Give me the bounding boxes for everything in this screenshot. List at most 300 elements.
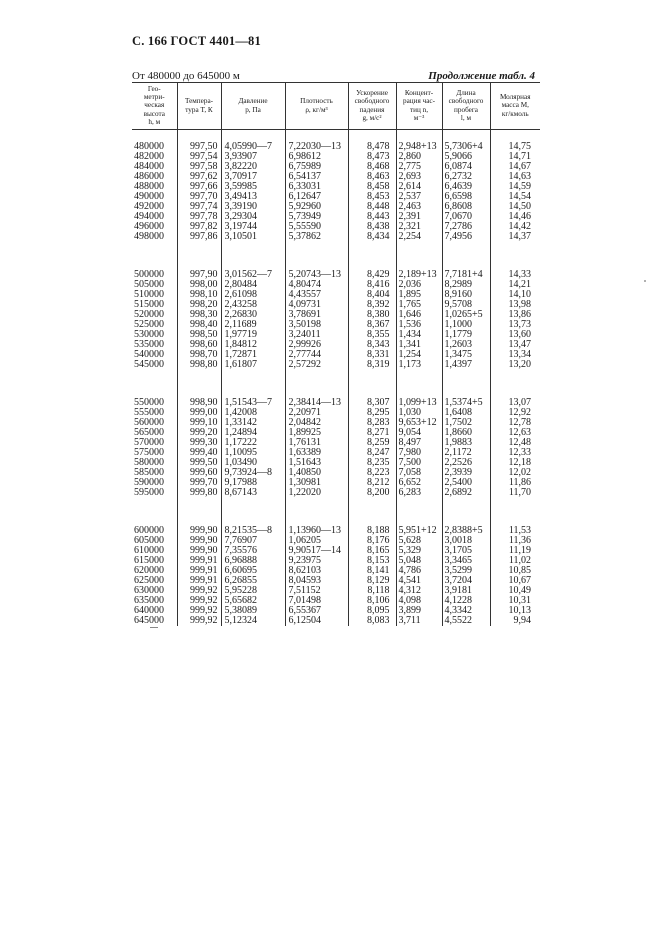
- table-row: [132, 232, 540, 242]
- col-pressure-cell: 8,21535—8: [221, 526, 285, 536]
- col-density-cell: 6,75989: [285, 162, 348, 172]
- col-molar-mass-cell: 13,73: [490, 320, 540, 330]
- col-molar-mass-cell: 10,85: [490, 566, 540, 576]
- spacer-cell: [132, 370, 177, 398]
- col-particle-concentration-cell: 3,899: [396, 606, 442, 616]
- spacer-cell: [396, 370, 442, 398]
- col-temperature-cell: 998,00: [177, 280, 221, 290]
- col-temperature-cell: 997,50: [177, 142, 221, 152]
- col-mean-free-path-cell: 9,5708: [442, 300, 490, 310]
- col-pressure-cell: 3,49413: [221, 192, 285, 202]
- col-molar-mass-cell: 14,59: [490, 182, 540, 192]
- spacer-cell: [221, 370, 285, 398]
- col-mean-free-path-cell: 1,6408: [442, 408, 490, 418]
- col-pressure-cell: 3,10501: [221, 232, 285, 242]
- col-gravity-cell: 8,443: [348, 212, 396, 222]
- col-particle-concentration-cell: 2,321: [396, 222, 442, 232]
- col-gravity-cell: 8,223: [348, 468, 396, 478]
- col-altitude-cell: 496000: [134, 221, 164, 233]
- col-pressure-cell: 3,70917: [221, 172, 285, 182]
- atmosphere-table: [132, 82, 540, 626]
- col-particle-concentration-cell: 1,173: [396, 360, 442, 370]
- col-density-cell: 1,89925: [285, 428, 348, 438]
- col-altitude-cell: 555000: [134, 407, 164, 419]
- col-gravity-cell: 8,319: [348, 360, 396, 370]
- col-altitude-cell: 482000: [134, 151, 164, 163]
- col-temperature-cell: 999,92: [177, 616, 221, 626]
- col-temperature-cell: 999,10: [177, 418, 221, 428]
- col-temperature-cell: 998,20: [177, 300, 221, 310]
- col-temperature-cell: 997,58: [177, 162, 221, 172]
- col-pressure-cell: 1,84812: [221, 340, 285, 350]
- col-mean-free-path-cell: 8,9160: [442, 290, 490, 300]
- spacer-cell: [221, 498, 285, 526]
- col-altitude-cell: 492000: [134, 201, 164, 213]
- atmosphere-table-container: [132, 82, 540, 626]
- col-density-cell: 1,40850: [285, 468, 348, 478]
- col-molar-mass-cell: 12,63: [490, 428, 540, 438]
- col-altitude-cell: 545000: [134, 359, 164, 371]
- col-particle-concentration-cell: 9,054: [396, 428, 442, 438]
- col-gravity-cell: 8,392: [348, 300, 396, 310]
- spacer-cell: [177, 242, 221, 270]
- col-altitude-cell: 565000: [134, 427, 164, 439]
- col-density-cell: 7,22030—13: [285, 142, 348, 152]
- col-molar-mass-cell: 14,54: [490, 192, 540, 202]
- col-gravity-cell: 8,271: [348, 428, 396, 438]
- col-mean-free-path-cell: 2,6892: [442, 488, 490, 498]
- col-particle-concentration-cell: 7,980: [396, 448, 442, 458]
- col-density-cell: 2,38414—13: [285, 398, 348, 408]
- col-particle-concentration-cell: 7,500: [396, 458, 442, 468]
- col-density-cell: 1,30981: [285, 478, 348, 488]
- col-mean-free-path-cell: 1,1779: [442, 330, 490, 340]
- spacer-cell: [490, 242, 540, 270]
- col-particle-concentration-cell: 2,036: [396, 280, 442, 290]
- col-particle-concentration-cell: 7,058: [396, 468, 442, 478]
- col-pressure-cell: 5,95228: [221, 586, 285, 596]
- col-molar-mass-cell: 11,02: [490, 556, 540, 566]
- col-pressure-cell: 3,93907: [221, 152, 285, 162]
- col-pressure-cell: 1,10095: [221, 448, 285, 458]
- col-temperature-cell: 998,40: [177, 320, 221, 330]
- col-molar-mass-cell: 14,50: [490, 202, 540, 212]
- col-pressure-cell: 3,01562—7: [221, 270, 285, 280]
- col-particle-concentration-cell: 1,895: [396, 290, 442, 300]
- spacer-cell: [348, 370, 396, 398]
- col-pressure-cell: 7,76907: [221, 536, 285, 546]
- col-mean-free-path-cell: 3,1705: [442, 546, 490, 556]
- table-header: [132, 83, 540, 130]
- col-altitude-cell: 488000: [134, 181, 164, 193]
- col-mean-free-path-cell: 3,7204: [442, 576, 490, 586]
- col-altitude-cell: 575000: [134, 447, 164, 459]
- col-particle-concentration-cell: 2,537: [396, 192, 442, 202]
- col-molar-mass-cell: 14,10: [490, 290, 540, 300]
- group-spacer: [132, 498, 540, 526]
- spacer-cell: [221, 242, 285, 270]
- col-temperature-cell: 999,91: [177, 556, 221, 566]
- col-density-cell: 3,50198: [285, 320, 348, 330]
- spacer-cell: [285, 498, 348, 526]
- col-molar-mass-cell: 13,98: [490, 300, 540, 310]
- col-mean-free-path-cell: 2,5400: [442, 478, 490, 488]
- spacer-cell: [132, 242, 177, 270]
- col-gravity-cell: 8,259: [348, 438, 396, 448]
- spacer-cell: [490, 498, 540, 526]
- group-spacer: [132, 370, 540, 398]
- col-gravity-cell: 8,176: [348, 536, 396, 546]
- col-molar-mass-cell: 10,67: [490, 576, 540, 586]
- col-altitude-cell: 620000: [134, 565, 164, 577]
- col-mean-free-path-cell: 1,8660: [442, 428, 490, 438]
- page-header: С. 166 ГОСТ 4401—81: [132, 34, 261, 48]
- col-molar-mass-cell: 14,33: [490, 270, 540, 280]
- col-mean-free-path-cell: 5,7306+4: [442, 142, 490, 152]
- col-density-cell: 1,13960—13: [285, 526, 348, 536]
- col-temperature-cell: 999,50: [177, 458, 221, 468]
- col-altitude-cell: 510000: [134, 289, 164, 301]
- col-molar-mass-cell: 14,46: [490, 212, 540, 222]
- col-density-cell: 6,12647: [285, 192, 348, 202]
- col-pressure-cell: 1,17222: [221, 438, 285, 448]
- col-molar-mass-cell: 12,02: [490, 468, 540, 478]
- col-temperature-cell: 999,90: [177, 526, 221, 536]
- col-gravity-cell: 8,083: [348, 616, 396, 626]
- col-temperature-cell: 998,90: [177, 398, 221, 408]
- table-continuation-label: Продолжение табл. 4: [428, 70, 535, 82]
- col-altitude-cell: 525000: [134, 319, 164, 331]
- col-particle-concentration-cell: 2,775: [396, 162, 442, 172]
- spacer-cell: [442, 242, 490, 270]
- col-pressure-cell: 2,43258: [221, 300, 285, 310]
- col-density-cell: 8,62103: [285, 566, 348, 576]
- col-altitude-cell: 580000: [134, 457, 164, 469]
- col-gravity-cell: 8,463: [348, 172, 396, 182]
- spacer-cell: [177, 498, 221, 526]
- col-particle-concentration-cell: 6,652: [396, 478, 442, 488]
- col-mean-free-path-cell: 8,2989: [442, 280, 490, 290]
- col-temperature-cell: 999,80: [177, 488, 221, 498]
- col-pressure-header: Давление p, Па: [221, 83, 285, 130]
- col-temperature-cell: 999,91: [177, 576, 221, 586]
- col-temperature-cell: 999,00: [177, 408, 221, 418]
- col-gravity-cell: 8,438: [348, 222, 396, 232]
- col-temperature-cell: 999,90: [177, 536, 221, 546]
- col-particle-concentration-cell: 8,497: [396, 438, 442, 448]
- col-gravity-cell: 8,283: [348, 418, 396, 428]
- col-temperature-cell: 999,92: [177, 586, 221, 596]
- col-particle-concentration-cell: 2,463: [396, 202, 442, 212]
- col-temperature-header: Темпера- тура T, К: [177, 83, 221, 130]
- col-pressure-cell: 1,97719: [221, 330, 285, 340]
- col-temperature-cell: 998,10: [177, 290, 221, 300]
- col-altitude-cell: 640000: [134, 605, 164, 617]
- col-mean-free-path-cell: 2,8388+5: [442, 526, 490, 536]
- col-gravity-cell: 8,404: [348, 290, 396, 300]
- col-molar-mass-cell: 10,31: [490, 596, 540, 606]
- col-mean-free-path-cell: 2,1172: [442, 448, 490, 458]
- col-mean-free-path-cell: 3,9181: [442, 586, 490, 596]
- col-mean-free-path-cell: 5,9066: [442, 152, 490, 162]
- col-gravity-cell: 8,453: [348, 192, 396, 202]
- col-pressure-cell: 1,42008: [221, 408, 285, 418]
- col-molar-mass-cell: 10,13: [490, 606, 540, 616]
- col-altitude-cell: 480000: [134, 141, 164, 153]
- col-molar-mass-cell: 12,33: [490, 448, 540, 458]
- col-gravity-cell: 8,307: [348, 398, 396, 408]
- col-pressure-cell: 3,39190: [221, 202, 285, 212]
- col-altitude-cell: 570000: [134, 437, 164, 449]
- col-temperature-cell: 997,70: [177, 192, 221, 202]
- col-temperature-cell: 997,78: [177, 212, 221, 222]
- col-particle-concentration-cell: 1,536: [396, 320, 442, 330]
- col-mean-free-path-cell: 7,4956: [442, 232, 490, 242]
- col-density-cell: 4,80474: [285, 280, 348, 290]
- col-altitude-cell: 625000: [134, 575, 164, 587]
- col-altitude-cell: 486000: [134, 171, 164, 183]
- col-molar-mass-cell: 10,49: [490, 586, 540, 596]
- col-altitude-cell: 490000: [134, 191, 164, 203]
- col-particle-concentration-cell: 1,254: [396, 350, 442, 360]
- col-molar-mass-cell: 14,21: [490, 280, 540, 290]
- col-pressure-cell: 4,05990—7: [221, 142, 285, 152]
- col-gravity-cell: 8,355: [348, 330, 396, 340]
- col-mean-free-path-cell: 2,2526: [442, 458, 490, 468]
- col-gravity-cell: 8,200: [348, 488, 396, 498]
- col-gravity-cell: 8,165: [348, 546, 396, 556]
- col-particle-concentration-cell: 5,951+12: [396, 526, 442, 536]
- col-altitude-cell: 645000: [134, 615, 164, 627]
- col-temperature-cell: 998,30: [177, 310, 221, 320]
- col-pressure-cell: 1,61807: [221, 360, 285, 370]
- col-gravity-cell: 8,129: [348, 576, 396, 586]
- col-pressure-cell: 3,59985: [221, 182, 285, 192]
- col-temperature-cell: 999,92: [177, 606, 221, 616]
- col-density-cell: 5,92960: [285, 202, 348, 212]
- col-density-header: Плотность ρ, кг/м³: [285, 83, 348, 130]
- col-mean-free-path-cell: 4,1228: [442, 596, 490, 606]
- col-molar-mass-cell: 9,94: [490, 616, 540, 626]
- col-pressure-cell: 6,96888: [221, 556, 285, 566]
- col-pressure-cell: 5,12324: [221, 616, 285, 626]
- col-pressure-cell: 1,33142: [221, 418, 285, 428]
- col-pressure-cell: 5,65682: [221, 596, 285, 606]
- col-mean-free-path-cell: 1,2603: [442, 340, 490, 350]
- col-molar-mass-cell: 14,42: [490, 222, 540, 232]
- col-altitude-cell: 535000: [134, 339, 164, 351]
- col-temperature-cell: 997,86: [177, 232, 221, 242]
- table-row: [132, 360, 540, 370]
- col-particle-concentration-cell: 4,541: [396, 576, 442, 586]
- col-particle-concentration-cell: 4,786: [396, 566, 442, 576]
- col-gravity-cell: 8,473: [348, 152, 396, 162]
- group-spacer: [132, 242, 540, 270]
- col-molar-mass-cell: 14,63: [490, 172, 540, 182]
- col-density-cell: 1,51643: [285, 458, 348, 468]
- col-mean-free-path-cell: 7,0670: [442, 212, 490, 222]
- col-pressure-cell: 3,29304: [221, 212, 285, 222]
- col-particle-concentration-cell: 2,948+13: [396, 142, 442, 152]
- col-pressure-cell: 1,03490: [221, 458, 285, 468]
- col-molar-mass-cell: 12,18: [490, 458, 540, 468]
- col-particle-concentration-cell: 1,434: [396, 330, 442, 340]
- col-gravity-cell: 8,141: [348, 566, 396, 576]
- col-mean-free-path-cell: 3,5299: [442, 566, 490, 576]
- col-particle-concentration-cell: 4,098: [396, 596, 442, 606]
- col-altitude-cell: 610000: [134, 545, 164, 557]
- col-gravity-cell: 8,295: [348, 408, 396, 418]
- spacer-cell: [396, 498, 442, 526]
- col-temperature-cell: 997,66: [177, 182, 221, 192]
- col-particle-concentration-cell: 1,030: [396, 408, 442, 418]
- col-altitude-cell: 635000: [134, 595, 164, 607]
- col-density-cell: 1,22020: [285, 488, 348, 498]
- col-temperature-cell: 999,60: [177, 468, 221, 478]
- col-gravity-cell: 8,367: [348, 320, 396, 330]
- col-altitude-cell: 550000: [134, 397, 164, 409]
- col-gravity-header: Ускорение свободного падения g, м/с²: [348, 83, 396, 130]
- col-altitude-header: Гео- метри- ческая высота h, м: [132, 83, 177, 130]
- col-particle-concentration-cell: 2,391: [396, 212, 442, 222]
- col-particle-concentration-cell: 5,048: [396, 556, 442, 566]
- col-gravity-cell: 8,235: [348, 458, 396, 468]
- col-particle-concentration-cell: 5,628: [396, 536, 442, 546]
- col-pressure-cell: 7,35576: [221, 546, 285, 556]
- col-gravity-cell: 8,458: [348, 182, 396, 192]
- spacer-cell: [132, 498, 177, 526]
- col-temperature-cell: 999,20: [177, 428, 221, 438]
- altitude-range: От 480000 до 645000 м: [132, 70, 240, 82]
- col-pressure-cell: 2,26830: [221, 310, 285, 320]
- col-density-cell: 6,54137: [285, 172, 348, 182]
- header-row: [132, 83, 540, 130]
- col-particle-concentration-cell: 2,614: [396, 182, 442, 192]
- col-density-cell: 6,12504: [285, 616, 348, 626]
- col-pressure-cell: 2,80484: [221, 280, 285, 290]
- col-density-cell: 5,55590: [285, 222, 348, 232]
- col-density-cell: 9,23975: [285, 556, 348, 566]
- col-gravity-cell: 8,478: [348, 142, 396, 152]
- col-mean-free-path-cell: 1,0265+5: [442, 310, 490, 320]
- col-temperature-cell: 998,70: [177, 350, 221, 360]
- dash-mark: [150, 627, 158, 628]
- col-density-cell: 9,90517—14: [285, 546, 348, 556]
- spacer-cell: [442, 370, 490, 398]
- col-mean-free-path-cell: 2,3939: [442, 468, 490, 478]
- table-row: [132, 616, 540, 626]
- col-temperature-cell: 997,82: [177, 222, 221, 232]
- col-density-cell: 4,43557: [285, 290, 348, 300]
- col-gravity-cell: 8,343: [348, 340, 396, 350]
- col-particle-concentration-cell: 2,693: [396, 172, 442, 182]
- col-particle-concentration-cell: 3,711: [396, 616, 442, 626]
- col-gravity-cell: 8,468: [348, 162, 396, 172]
- col-density-cell: 4,09731: [285, 300, 348, 310]
- col-mean-free-path-cell: 6,6598: [442, 192, 490, 202]
- col-altitude-cell: 560000: [134, 417, 164, 429]
- col-gravity-cell: 8,212: [348, 478, 396, 488]
- col-pressure-cell: 9,73924—8: [221, 468, 285, 478]
- col-molar-mass-cell: 11,53: [490, 526, 540, 536]
- col-altitude-cell: 500000: [134, 269, 164, 281]
- spacer-cell: [348, 498, 396, 526]
- col-mean-free-path-cell: 1,4397: [442, 360, 490, 370]
- spacer-cell: [348, 242, 396, 270]
- col-temperature-cell: 998,60: [177, 340, 221, 350]
- col-gravity-cell: 8,380: [348, 310, 396, 320]
- col-molar-mass-cell: 14,75: [490, 142, 540, 152]
- col-pressure-cell: 6,60695: [221, 566, 285, 576]
- col-molar-mass-header: Молярная масса M, кг/кмоль: [490, 83, 540, 130]
- col-density-cell: 2,77744: [285, 350, 348, 360]
- col-mean-free-path-cell: 7,2786: [442, 222, 490, 232]
- col-molar-mass-cell: 12,48: [490, 438, 540, 448]
- col-gravity-cell: 8,106: [348, 596, 396, 606]
- col-pressure-cell: 1,24894: [221, 428, 285, 438]
- col-molar-mass-cell: 11,19: [490, 546, 540, 556]
- col-gravity-cell: 8,188: [348, 526, 396, 536]
- col-altitude-cell: 530000: [134, 329, 164, 341]
- col-density-cell: 2,20971: [285, 408, 348, 418]
- col-temperature-cell: 999,90: [177, 546, 221, 556]
- col-density-cell: 3,24011: [285, 330, 348, 340]
- col-temperature-cell: 997,90: [177, 270, 221, 280]
- col-density-cell: 1,76131: [285, 438, 348, 448]
- col-density-cell: 3,78691: [285, 310, 348, 320]
- speck: [644, 280, 646, 282]
- col-molar-mass-cell: 13,34: [490, 350, 540, 360]
- col-gravity-cell: 8,416: [348, 280, 396, 290]
- col-particle-concentration-cell: 1,646: [396, 310, 442, 320]
- col-pressure-cell: 5,38089: [221, 606, 285, 616]
- col-temperature-cell: 999,30: [177, 438, 221, 448]
- col-gravity-cell: 8,247: [348, 448, 396, 458]
- col-altitude-cell: 630000: [134, 585, 164, 597]
- col-particle-concentration-cell: 5,329: [396, 546, 442, 556]
- col-altitude-cell: 515000: [134, 299, 164, 311]
- col-gravity-cell: 8,153: [348, 556, 396, 566]
- col-density-cell: 2,99926: [285, 340, 348, 350]
- col-altitude-cell: 600000: [134, 525, 164, 537]
- col-density-cell: 8,04593: [285, 576, 348, 586]
- col-particle-concentration-cell: 1,341: [396, 340, 442, 350]
- col-molar-mass-cell: 12,78: [490, 418, 540, 428]
- col-particle-concentration-cell: 1,099+13: [396, 398, 442, 408]
- col-pressure-cell: 2,11689: [221, 320, 285, 330]
- col-temperature-cell: 997,62: [177, 172, 221, 182]
- col-temperature-cell: 998,80: [177, 360, 221, 370]
- spacer-cell: [490, 370, 540, 398]
- col-pressure-cell: 9,17988: [221, 478, 285, 488]
- table-row: [132, 488, 540, 498]
- col-pressure-cell: 8,67143: [221, 488, 285, 498]
- col-mean-free-path-cell: 1,7502: [442, 418, 490, 428]
- spacer-cell: [442, 498, 490, 526]
- col-mean-free-path-cell: 1,9883: [442, 438, 490, 448]
- col-particle-concentration-cell: 1,765: [396, 300, 442, 310]
- col-density-cell: 5,20743—13: [285, 270, 348, 280]
- col-altitude-cell: 540000: [134, 349, 164, 361]
- col-mean-free-path-cell: 6,0874: [442, 162, 490, 172]
- col-density-cell: 2,57292: [285, 360, 348, 370]
- spacer-cell: [396, 242, 442, 270]
- col-mean-free-path-header: Длина свободного пробега l, м: [442, 83, 490, 130]
- spacer-cell: [285, 370, 348, 398]
- col-mean-free-path-cell: 6,2732: [442, 172, 490, 182]
- col-molar-mass-cell: 13,20: [490, 360, 540, 370]
- col-molar-mass-cell: 11,70: [490, 488, 540, 498]
